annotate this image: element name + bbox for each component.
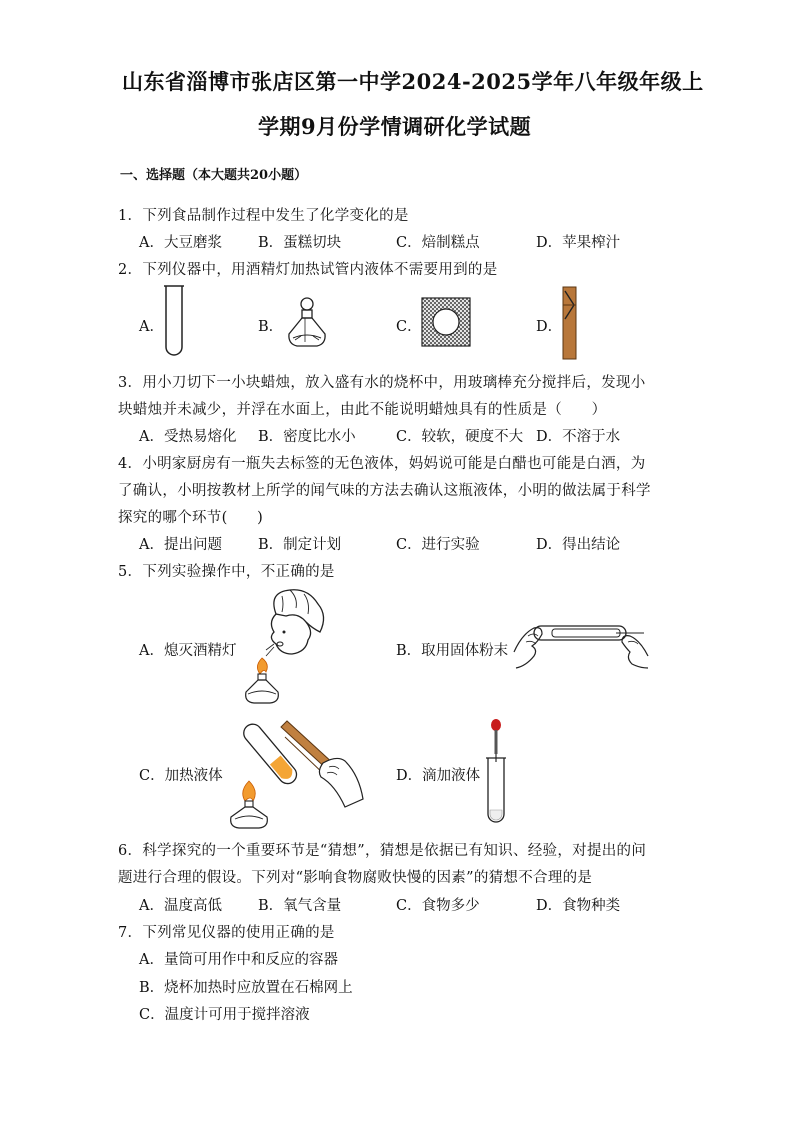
q3-stem-line2: 块蜡烛并未减少，并浮在水面上，由此不能说明蜡烛具有的性质是（ ）: [118, 402, 607, 418]
blow-out-lamp-illustration: [238, 588, 330, 706]
q6-stem-line2: 题进行合理的假设。下列对“影响食物腐败快慢的因素”的猜想不合理的是: [118, 870, 593, 886]
q1-option-a: A．大豆磨浆: [139, 235, 222, 251]
q6-option-d: D．食物种类: [536, 898, 621, 914]
test-tube-holder-icon: [560, 285, 580, 361]
q5-option-a: A．熄灭酒精灯: [139, 643, 237, 659]
q1-option-b: B．蛋糕切块: [258, 235, 342, 251]
alcohol-lamp-icon: [285, 296, 329, 350]
q5-option-b: B．取用固体粉末: [396, 643, 509, 659]
heat-liquid-illustration: [225, 715, 365, 829]
q2-option-a: A．: [139, 319, 164, 335]
test-tube-icon: [163, 285, 185, 360]
q7-option-a: A．量筒可用作中和反应的容器: [139, 952, 338, 968]
doc-title-line2: 学期9月份学情调研化学试题: [258, 114, 532, 139]
q6-stem-line1: 6．科学探究的一个重要环节是“猜想”，猜想是依据已有知识、经验，对提出的问: [118, 843, 647, 859]
q4-option-d: D．得出结论: [536, 537, 621, 553]
q1-option-d: D．苹果榨汁: [536, 235, 621, 251]
take-powder-illustration: [512, 612, 650, 670]
q5-option-c: C．加热液体: [139, 768, 223, 784]
doc-title-line1: 山东省淄博市张店区第一中学2024-2025学年八年级年级上: [122, 69, 704, 94]
q3-option-c: C．较软，硬度不大: [396, 429, 524, 445]
asbestos-gauze-icon: [421, 297, 471, 347]
dropper-illustration: [484, 718, 508, 824]
q2-option-d: D．: [536, 319, 563, 335]
q5-stem: 5．下列实验操作中，不正确的是: [118, 564, 335, 580]
q2-option-b: B．: [258, 319, 284, 335]
q4-stem-line3: 探究的哪个环节( ): [118, 510, 264, 526]
q4-option-b: B．制定计划: [258, 537, 342, 553]
q6-option-b: B．氧气含量: [258, 898, 342, 914]
q7-option-c: C．温度计可用于搅拌溶液: [139, 1007, 310, 1023]
q4-stem-line1: 4．小明家厨房有一瓶失去标签的无色液体，妈妈说可能是白醋也可能是白酒，为: [118, 456, 646, 472]
q4-option-a: A．提出问题: [139, 537, 222, 553]
q4-option-c: C．进行实验: [396, 537, 480, 553]
q3-option-b: B．密度比水小: [258, 429, 356, 445]
q3-option-a: A．受热易熔化: [139, 429, 237, 445]
q5-option-d: D．滴加液体: [396, 768, 481, 784]
q3-stem-line1: 3．用小刀切下一小块蜡烛，放入盛有水的烧杯中，用玻璃棒充分搅拌后，发现小: [118, 375, 646, 391]
q7-option-b: B．烧杯加热时应放置在石棉网上: [139, 980, 353, 996]
q7-stem: 7．下列常见仪器的使用正确的是: [118, 925, 335, 941]
q6-option-a: A．温度高低: [139, 898, 222, 914]
q6-option-c: C．食物多少: [396, 898, 480, 914]
q3-option-d: D．不溶于水: [536, 429, 621, 445]
q2-stem: 2．下列仪器中，用酒精灯加热试管内液体不需要用到的是: [118, 262, 498, 278]
q2-option-c: C．: [396, 319, 422, 335]
q1-option-c: C．焙制糕点: [396, 235, 480, 251]
q1-stem: 1．下列食品制作过程中发生了化学变化的是: [118, 208, 409, 224]
section-heading: 一、选择题（本大题共20小题）: [120, 168, 308, 183]
q4-stem-line2: 了确认，小明按教材上所学的闻气味的方法去确认这瓶液体，小明的做法属于科学: [118, 483, 651, 499]
